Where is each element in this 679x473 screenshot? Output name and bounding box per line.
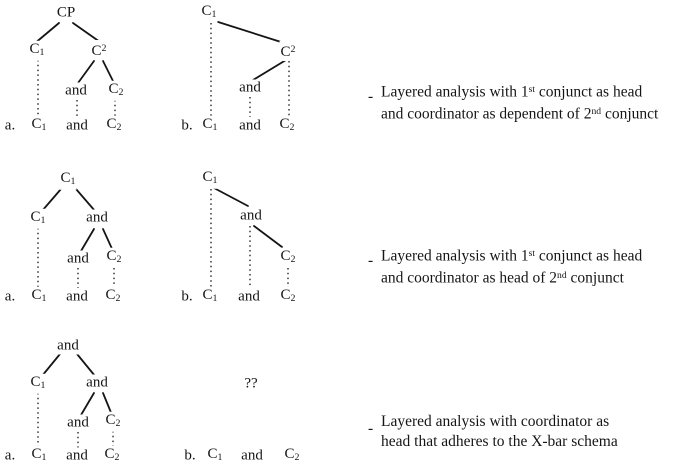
text-sub: 2	[116, 122, 122, 134]
text-sub: 1	[39, 47, 45, 59]
text-run: C	[284, 445, 295, 462]
annotation-line	[381, 244, 642, 266]
text-run: C	[60, 169, 71, 186]
annotation-line	[381, 102, 658, 124]
text-sub: 1	[212, 293, 218, 305]
text-run: C	[280, 247, 291, 264]
text-run: C	[201, 2, 212, 19]
text-run: and	[86, 374, 108, 391]
text-run: C	[105, 411, 116, 428]
text-sub: 1	[41, 122, 47, 134]
text-run: and	[67, 414, 89, 431]
text-sup: nd	[591, 106, 602, 118]
annotation-line	[381, 266, 642, 288]
text-sub: 1	[40, 380, 46, 392]
text-run: C	[31, 445, 42, 462]
text-run: conjunct	[601, 105, 659, 123]
annotation-line	[381, 80, 658, 102]
text-sup: nd	[557, 270, 567, 282]
text-sup: st	[528, 248, 536, 259]
text-run: and	[240, 207, 262, 224]
annotation-1	[368, 80, 659, 125]
text-run: C	[207, 445, 218, 462]
text-sup: st	[528, 84, 536, 95]
bullet-dash: -	[368, 88, 374, 105]
text-run: and coordinator as head of 2	[381, 269, 558, 287]
text-sub: 2	[116, 254, 122, 266]
text-run: Layered analysis with 1	[381, 83, 529, 101]
text-run: and	[66, 447, 88, 464]
text-sub: 2	[115, 418, 121, 430]
text-run: a.	[4, 117, 16, 134]
text-sub: 1	[211, 9, 217, 21]
text-run: conjunct	[566, 269, 624, 287]
annotation-line	[381, 432, 618, 452]
text-sub: 2	[294, 452, 300, 464]
text-sub: 1	[41, 293, 47, 305]
text-sub: 1	[41, 452, 47, 464]
text-run: b.	[181, 288, 193, 305]
text-sup: 2	[290, 44, 296, 56]
text-run: ??	[244, 375, 258, 392]
text-run: C	[30, 373, 41, 390]
text-run: C	[31, 286, 42, 303]
text-run: and	[66, 288, 88, 305]
text-run: conjunct as head	[535, 83, 643, 101]
text-sub: 2	[289, 122, 295, 134]
text-run: C	[31, 115, 42, 132]
bullet-dash: -	[368, 252, 374, 269]
text-run: Layered analysis with coordinator as	[381, 413, 610, 430]
text-sub: 2	[115, 293, 121, 305]
text-run: C	[30, 208, 41, 225]
text-sub: 2	[118, 87, 124, 99]
text-run: C	[280, 43, 291, 60]
text-sub: 2	[114, 452, 120, 464]
text-run: C	[108, 80, 119, 97]
text-run: C	[29, 40, 40, 57]
text-run: and	[239, 79, 261, 96]
text-sub: 2	[290, 254, 296, 266]
text-run: C	[202, 115, 213, 132]
text-sub: 1	[40, 215, 46, 227]
text-run: and	[65, 82, 87, 99]
text-run: C	[202, 286, 213, 303]
text-run: Layered analysis with 1	[381, 247, 529, 265]
text-run: and	[67, 250, 89, 267]
text-run: and	[57, 337, 79, 354]
text-sub: 1	[212, 175, 218, 187]
text-run: b.	[181, 117, 193, 134]
text-run: and coordinator as dependent of 2	[381, 105, 592, 123]
annotation-2	[368, 244, 643, 289]
text-run: and	[241, 447, 263, 464]
text-run: C	[202, 168, 213, 185]
text-run: C	[91, 42, 102, 59]
text-sub: 2	[290, 293, 296, 305]
text-run: C	[105, 286, 116, 303]
text-run: and	[66, 117, 88, 134]
text-sup: 2	[101, 43, 107, 55]
text-sub: 1	[212, 122, 218, 134]
annotation-3	[368, 412, 618, 452]
annotation-line	[381, 412, 618, 432]
text-run: C	[106, 115, 117, 132]
text-run: a.	[4, 447, 16, 464]
text-run: conjunct as head	[535, 247, 643, 265]
text-run: b.	[184, 447, 196, 464]
text-run: C	[280, 286, 291, 303]
text-run: head that adheres to the X-bar schema	[381, 433, 618, 450]
bullet-dash: -	[368, 420, 374, 437]
text-run: and	[239, 117, 261, 134]
text-run: C	[279, 115, 290, 132]
text-run: a.	[4, 288, 16, 305]
text-run: C	[106, 247, 117, 264]
text-sub: 1	[70, 176, 76, 188]
text-run: C	[104, 445, 115, 462]
text-run: and	[86, 209, 108, 226]
text-run: CP	[56, 4, 76, 21]
text-sub: 1	[217, 452, 223, 464]
text-run: and	[238, 288, 260, 305]
